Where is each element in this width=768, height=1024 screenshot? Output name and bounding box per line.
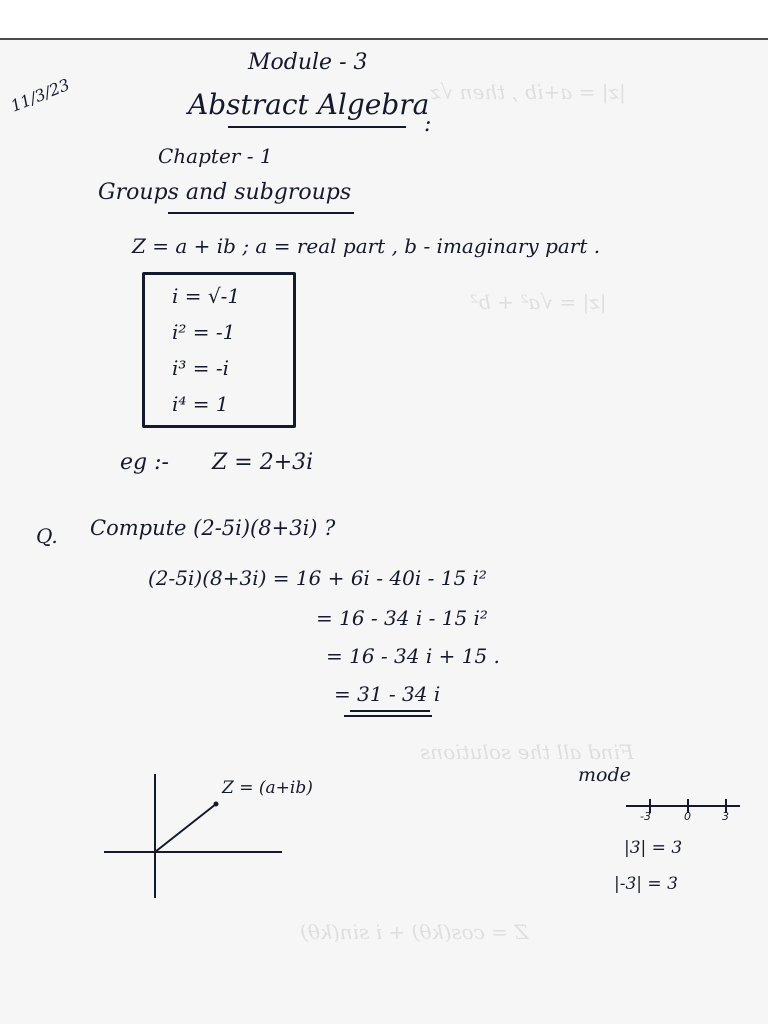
power-i3: i³ = -i xyxy=(172,356,230,380)
question-label: Q. xyxy=(36,524,58,548)
top-band xyxy=(0,0,768,40)
example-label: eg :- xyxy=(120,450,169,475)
example-value: Z = 2+3i xyxy=(212,450,314,475)
solution-step-1: (2-5i)(8+3i) = 16 + 6i - 40i - 15 i² xyxy=(148,566,487,590)
modulus-line-1: |3| = 3 xyxy=(624,838,683,858)
chapter-heading: Chapter - 1 xyxy=(158,144,273,168)
solution-answer: = 31 - 34 i xyxy=(334,682,441,706)
module-heading: Module - 3 xyxy=(248,50,368,75)
tick-label-3: 3 xyxy=(722,810,729,823)
mode-heading: mode xyxy=(578,764,631,786)
solution-step-3: = 16 - 34 i + 15 . xyxy=(326,644,500,668)
title-colon: : xyxy=(424,112,432,137)
bleed-through-2: |z| = √a² + b² xyxy=(470,290,607,314)
date-stamp: 11/3/23 xyxy=(8,74,73,116)
power-i1: i = √-1 xyxy=(172,284,241,308)
bleed-through-4: Z = cos(kθ) + i sin(kθ) xyxy=(300,920,529,944)
section-heading: Groups and subgroups xyxy=(98,180,352,205)
question-text: Compute (2-5i)(8+3i) ? xyxy=(90,516,336,540)
solution-step-2: = 16 - 34 i - 15 i² xyxy=(316,606,488,630)
complex-definition: Z = a + ib ; a = real part , b - imaginary part . xyxy=(132,234,601,258)
graph-label: Z = (a+ib) xyxy=(222,778,313,798)
tick-label-neg3: -3 xyxy=(640,810,651,823)
power-i4: i⁴ = 1 xyxy=(172,392,229,416)
tick-label-0: 0 xyxy=(684,810,691,823)
page-title: Abstract Algebra xyxy=(188,88,430,121)
bleed-through-1: |z| = a+ib , then √z xyxy=(430,80,626,104)
modulus-line-2: |-3| = 3 xyxy=(614,874,678,894)
power-i2: i² = -1 xyxy=(172,320,236,344)
notebook-page xyxy=(0,40,768,1024)
bleed-through-3: Find all the solutions xyxy=(420,740,634,764)
